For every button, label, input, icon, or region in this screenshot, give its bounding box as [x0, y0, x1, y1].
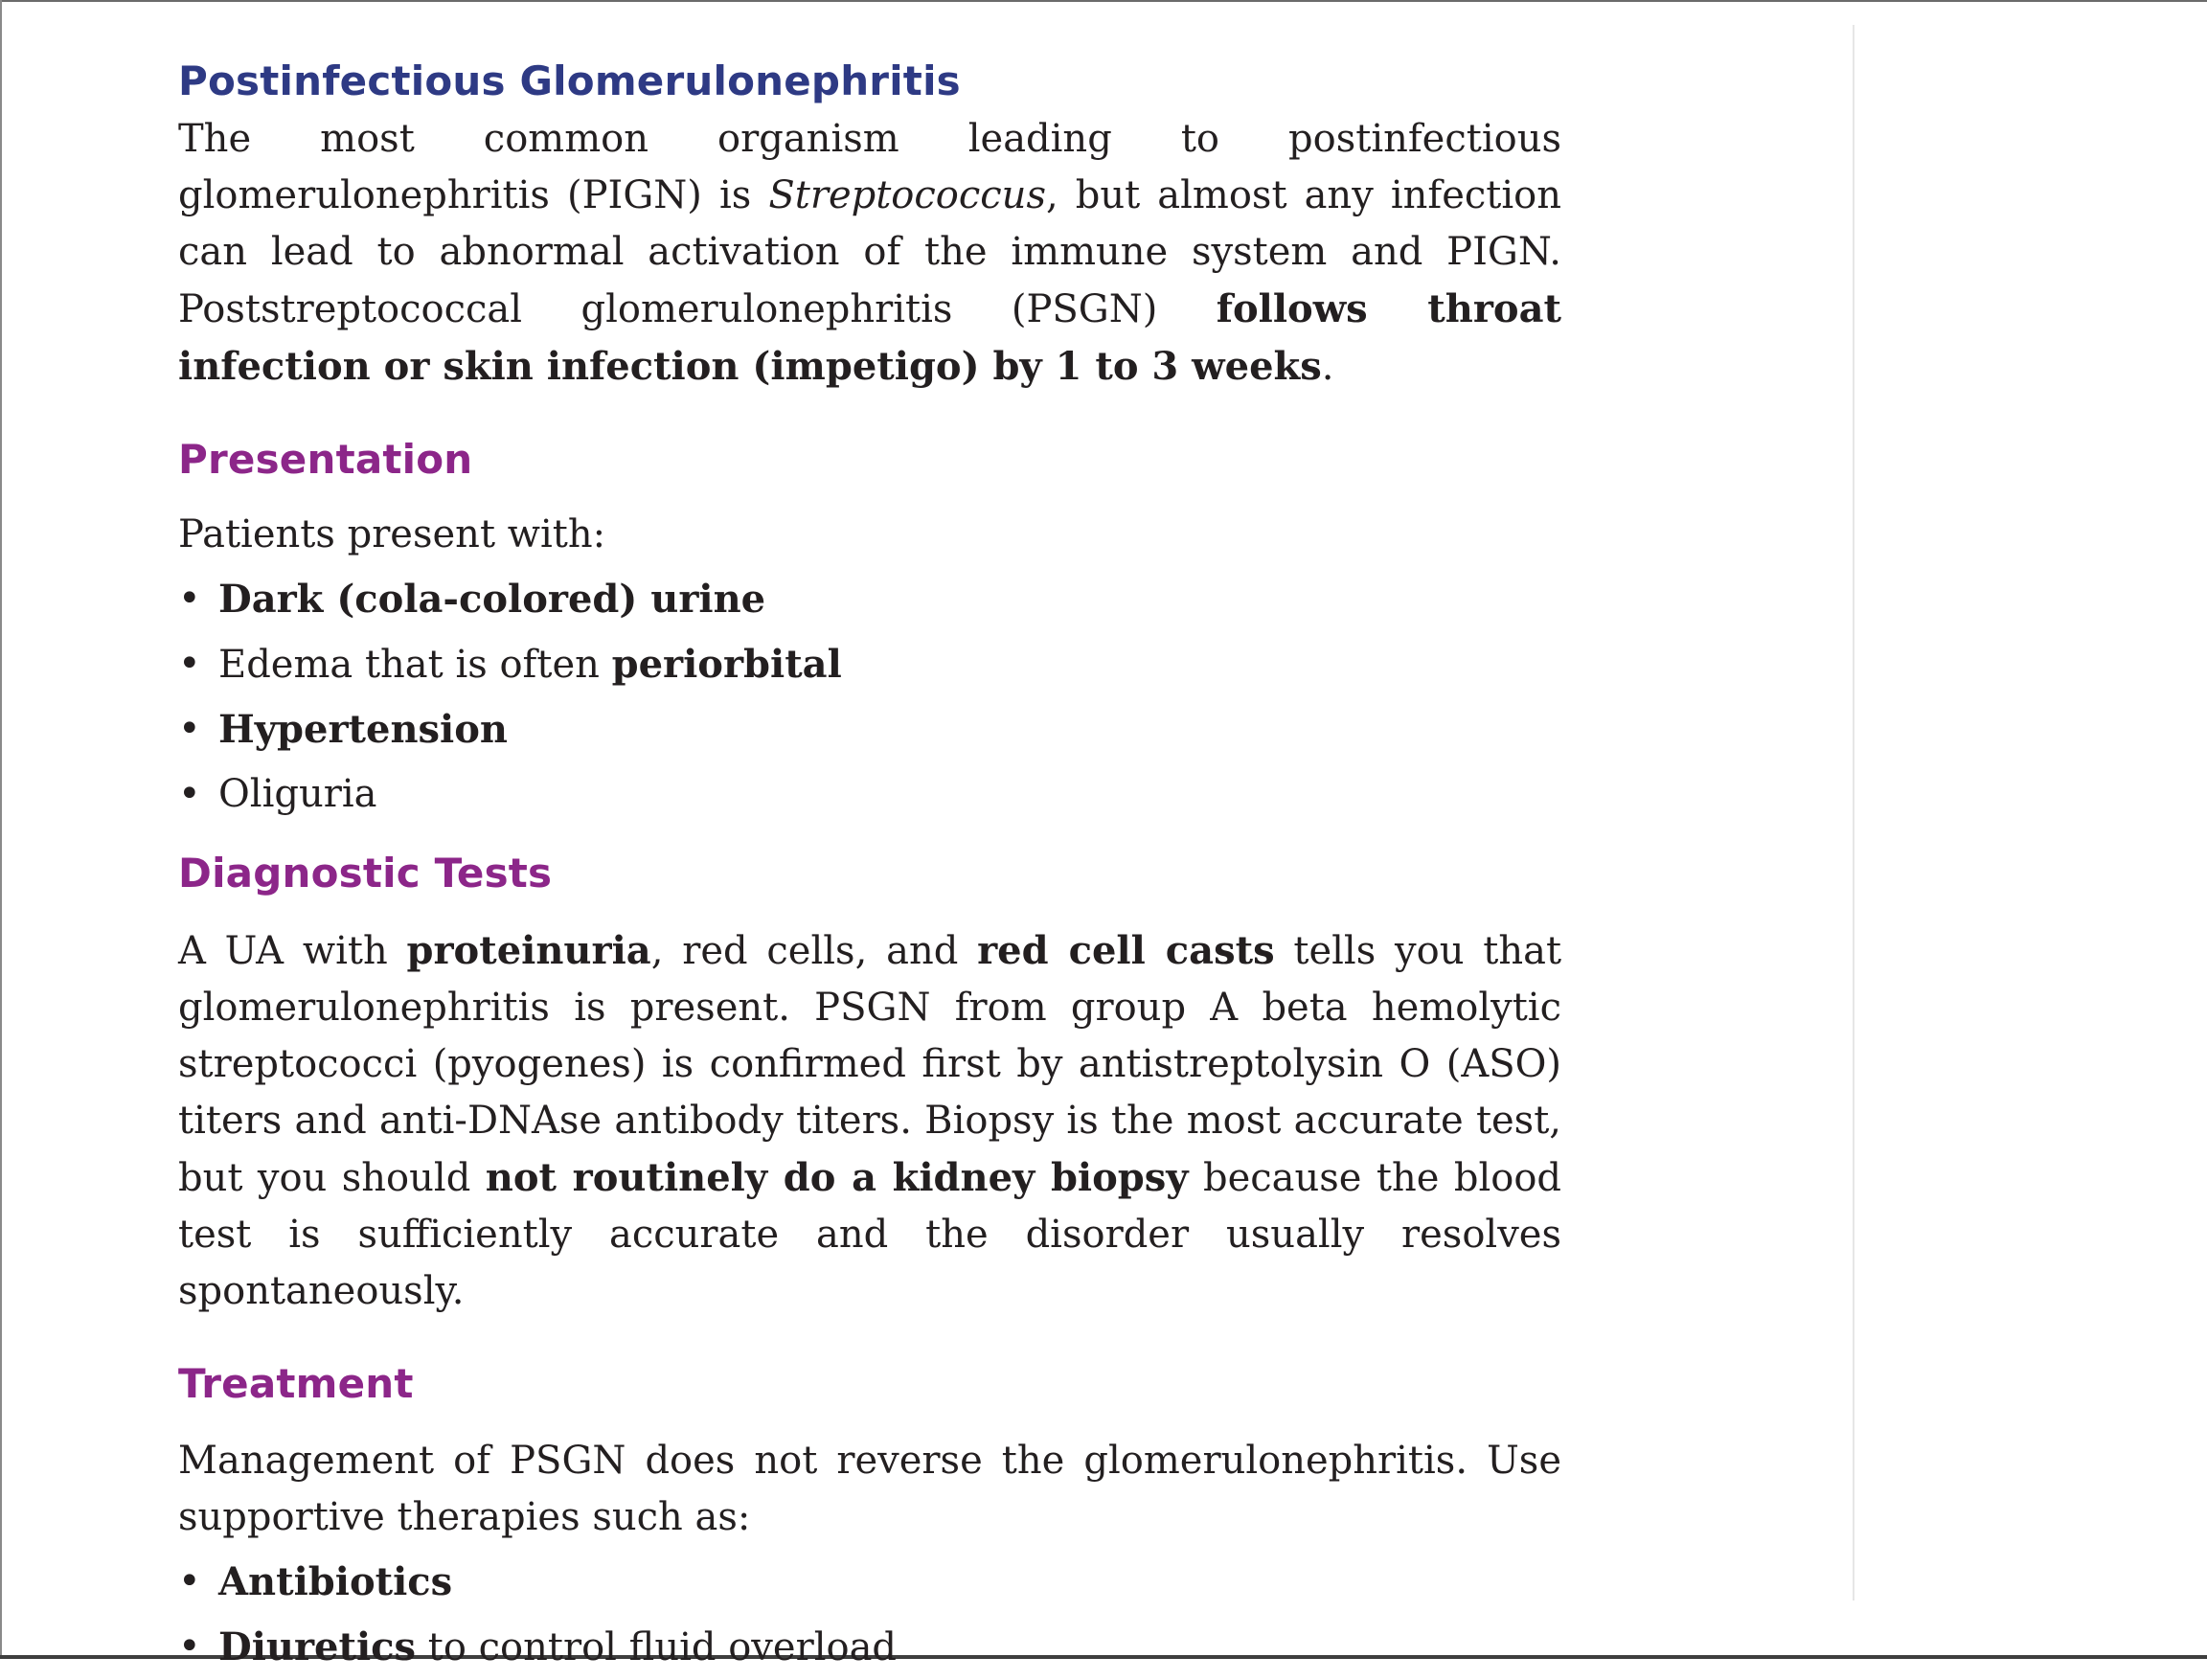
bold-text: Diuretics — [218, 1624, 417, 1669]
text-run: . — [1321, 345, 1334, 389]
bold-text-onset: follows throat infection or skin infection (impetigo) by 1 to 3 weeks — [178, 286, 1561, 389]
text-run: , but almost any infection can lead to abnormal activation of the immune system and PIGN. Poststreptococcal glomerulonephritis (PSGN) — [178, 173, 1562, 331]
bold-text: Hypertension — [218, 707, 509, 752]
window-top-border — [0, 0, 2207, 2]
bold-text: proteinuria — [406, 928, 651, 973]
presentation-intro: Patients present with: — [178, 512, 606, 556]
list-item — [178, 567, 1561, 632]
text-run: The most common organism leading to postinfectious glomerulonephritis (PIGN) is — [178, 117, 1561, 217]
text-run: because the blood test is sufficiently accurate and the disorder usually resolves spontaneously. — [178, 1156, 1562, 1313]
treatment-list — [178, 1550, 1561, 1680]
bold-text: Antibiotics — [218, 1559, 453, 1604]
bullet-icon: • — [178, 577, 201, 621]
bold-text: periorbital — [611, 642, 842, 687]
bullet-icon: • — [178, 642, 201, 686]
bold-text: Dark (cola-colored) urine — [218, 577, 766, 622]
list-item — [178, 632, 1561, 697]
text-run: , red cells, and — [650, 929, 978, 973]
section-heading-diagnostic-tests: Diagnostic Tests — [178, 850, 553, 897]
text-run: tells you that glomerulonephritis is present. PSGN from group A beta hemolytic streptococci (pyogenes) is confirmed first by antistreptolysin O (ASO) titers and anti-DNAse antibody titers. Biopsy is the most accurate test, but you should — [178, 929, 1562, 1200]
bullet-icon: • — [178, 1624, 201, 1669]
list-item — [178, 1550, 1561, 1615]
section-heading-treatment: Treatment — [178, 1360, 414, 1407]
treatment-intro: Management of PSGN does not reverse the glomerulonephritis. Use supportive therapies such as: — [178, 1439, 1561, 1539]
bold-text: red cell casts — [977, 928, 1275, 973]
list-item — [178, 697, 1561, 762]
italic-text-streptococcus: Streptococcus — [768, 173, 1046, 217]
section-heading-presentation: Presentation — [178, 436, 473, 483]
window-left-border — [0, 0, 2, 1659]
bullet-icon: • — [178, 707, 201, 751]
text-run: A UA with — [178, 929, 407, 973]
bullet-icon: • — [178, 772, 201, 816]
bold-text: not routinely do a kidney biopsy — [485, 1155, 1189, 1200]
presentation-list — [178, 567, 1561, 827]
page-right-edge — [1853, 25, 1854, 1601]
text-run: Edema that is often — [218, 643, 612, 687]
list-item — [178, 762, 1561, 827]
list-item — [178, 1615, 1561, 1680]
section-title-postinfectious-glomerulonephritis: Postinfectious Glomerulonephritis — [178, 57, 961, 104]
text-run: to control fluid overload — [416, 1625, 898, 1669]
bullet-icon: • — [178, 1559, 201, 1603]
diagnostic-paragraph — [178, 922, 1561, 1320]
text-run: Oliguria — [218, 772, 377, 816]
intro-paragraph — [178, 111, 1561, 396]
document-page — [178, 54, 1561, 1680]
